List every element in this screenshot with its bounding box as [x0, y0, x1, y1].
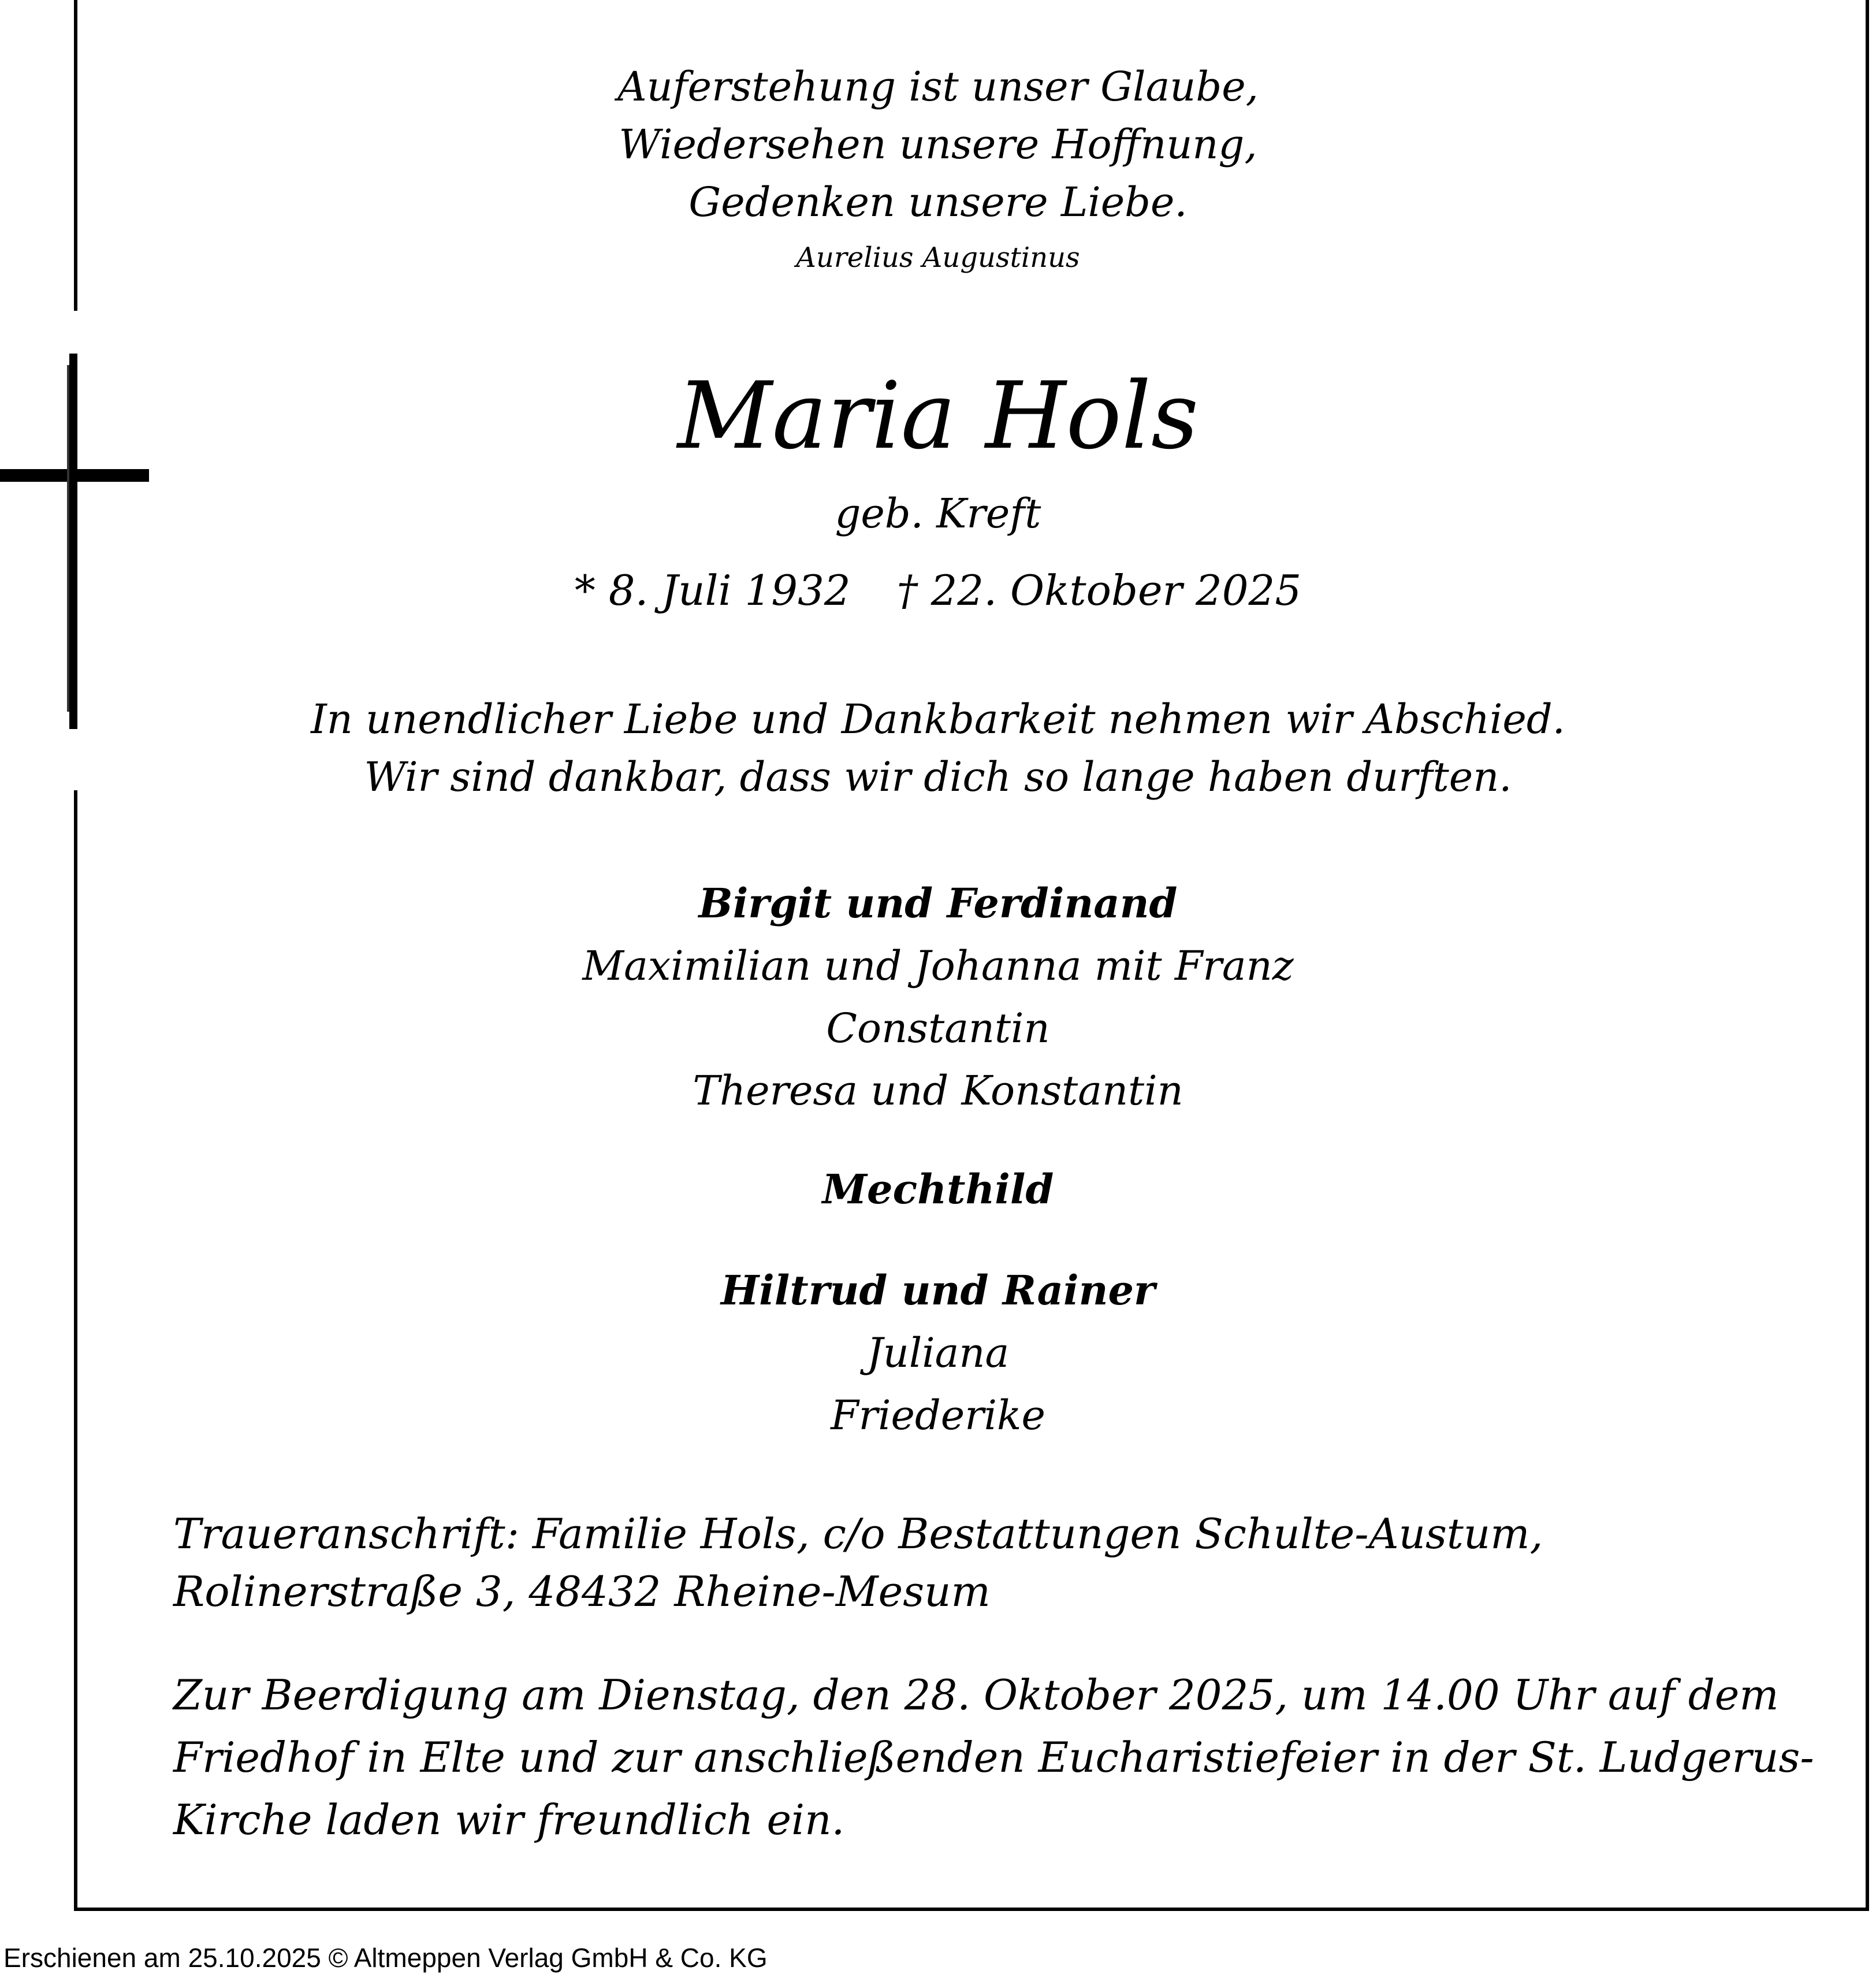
funeral-line: Zur Beerdigung am Dienstag, den 28. Oktober 2025, um 14.00 Uhr auf dem	[173, 1671, 1779, 1719]
family-head: Birgit und Ferdinand	[698, 879, 1178, 927]
family-head: Mechthild	[822, 1165, 1054, 1213]
quote-line: Wiedersehen unsere Hoffnung,	[619, 121, 1257, 168]
deceased-name: Maria Hols	[677, 362, 1199, 470]
funeral-line: Kirche laden wir freundlich ein.	[173, 1795, 845, 1844]
address-line: Rolinerstraße 3, 48432 Rheine-Mesum	[173, 1567, 991, 1616]
family-member: Maximilian und Johanna mit Franz	[582, 942, 1294, 990]
mourning-address	[173, 1505, 1819, 1620]
quote-line: Gedenken unsere Liebe.	[688, 179, 1188, 226]
quote-author: Aurelius Augustinus	[796, 241, 1080, 274]
funeral-line: Friedhof in Elte und zur anschließenden Eucharistiefeier in der St. Ludgerus-	[173, 1733, 1814, 1782]
birth-date: * 8. Juli 1932	[574, 566, 851, 615]
quote-line: Auferstehung ist unser Glaube,	[617, 63, 1259, 110]
death-date: † 22. Oktober 2025	[896, 566, 1302, 615]
publication-footer: Erschienen am 25.10.2025 © Altmeppen Verlag GmbH & Co. KG	[3, 1943, 768, 1973]
family-group	[0, 1259, 1876, 1447]
family-member: Constantin	[826, 1005, 1050, 1052]
family-head: Hiltrud und Rainer	[721, 1266, 1155, 1314]
farewell-line: Wir sind dankbar, dass wir dich so lange haben durften.	[364, 753, 1512, 801]
family-member: Friederike	[831, 1392, 1045, 1439]
farewell-text	[0, 690, 1876, 806]
funeral-info	[173, 1664, 1819, 1851]
farewell-line: In unendlicher Liebe und Dankbarkeit nehmen wir Abschied.	[311, 696, 1565, 743]
family-member: Juliana	[866, 1329, 1010, 1377]
life-dates	[0, 566, 1876, 615]
quote	[0, 58, 1876, 231]
family-group	[0, 1158, 1876, 1221]
family-group	[0, 872, 1876, 1122]
maiden-name: geb. Kreft	[835, 490, 1041, 537]
family-member: Theresa und Konstantin	[693, 1067, 1183, 1114]
address-line: Traueranschrift: Familie Hols, c/o Bestattungen Schulte-Austum,	[173, 1509, 1543, 1558]
